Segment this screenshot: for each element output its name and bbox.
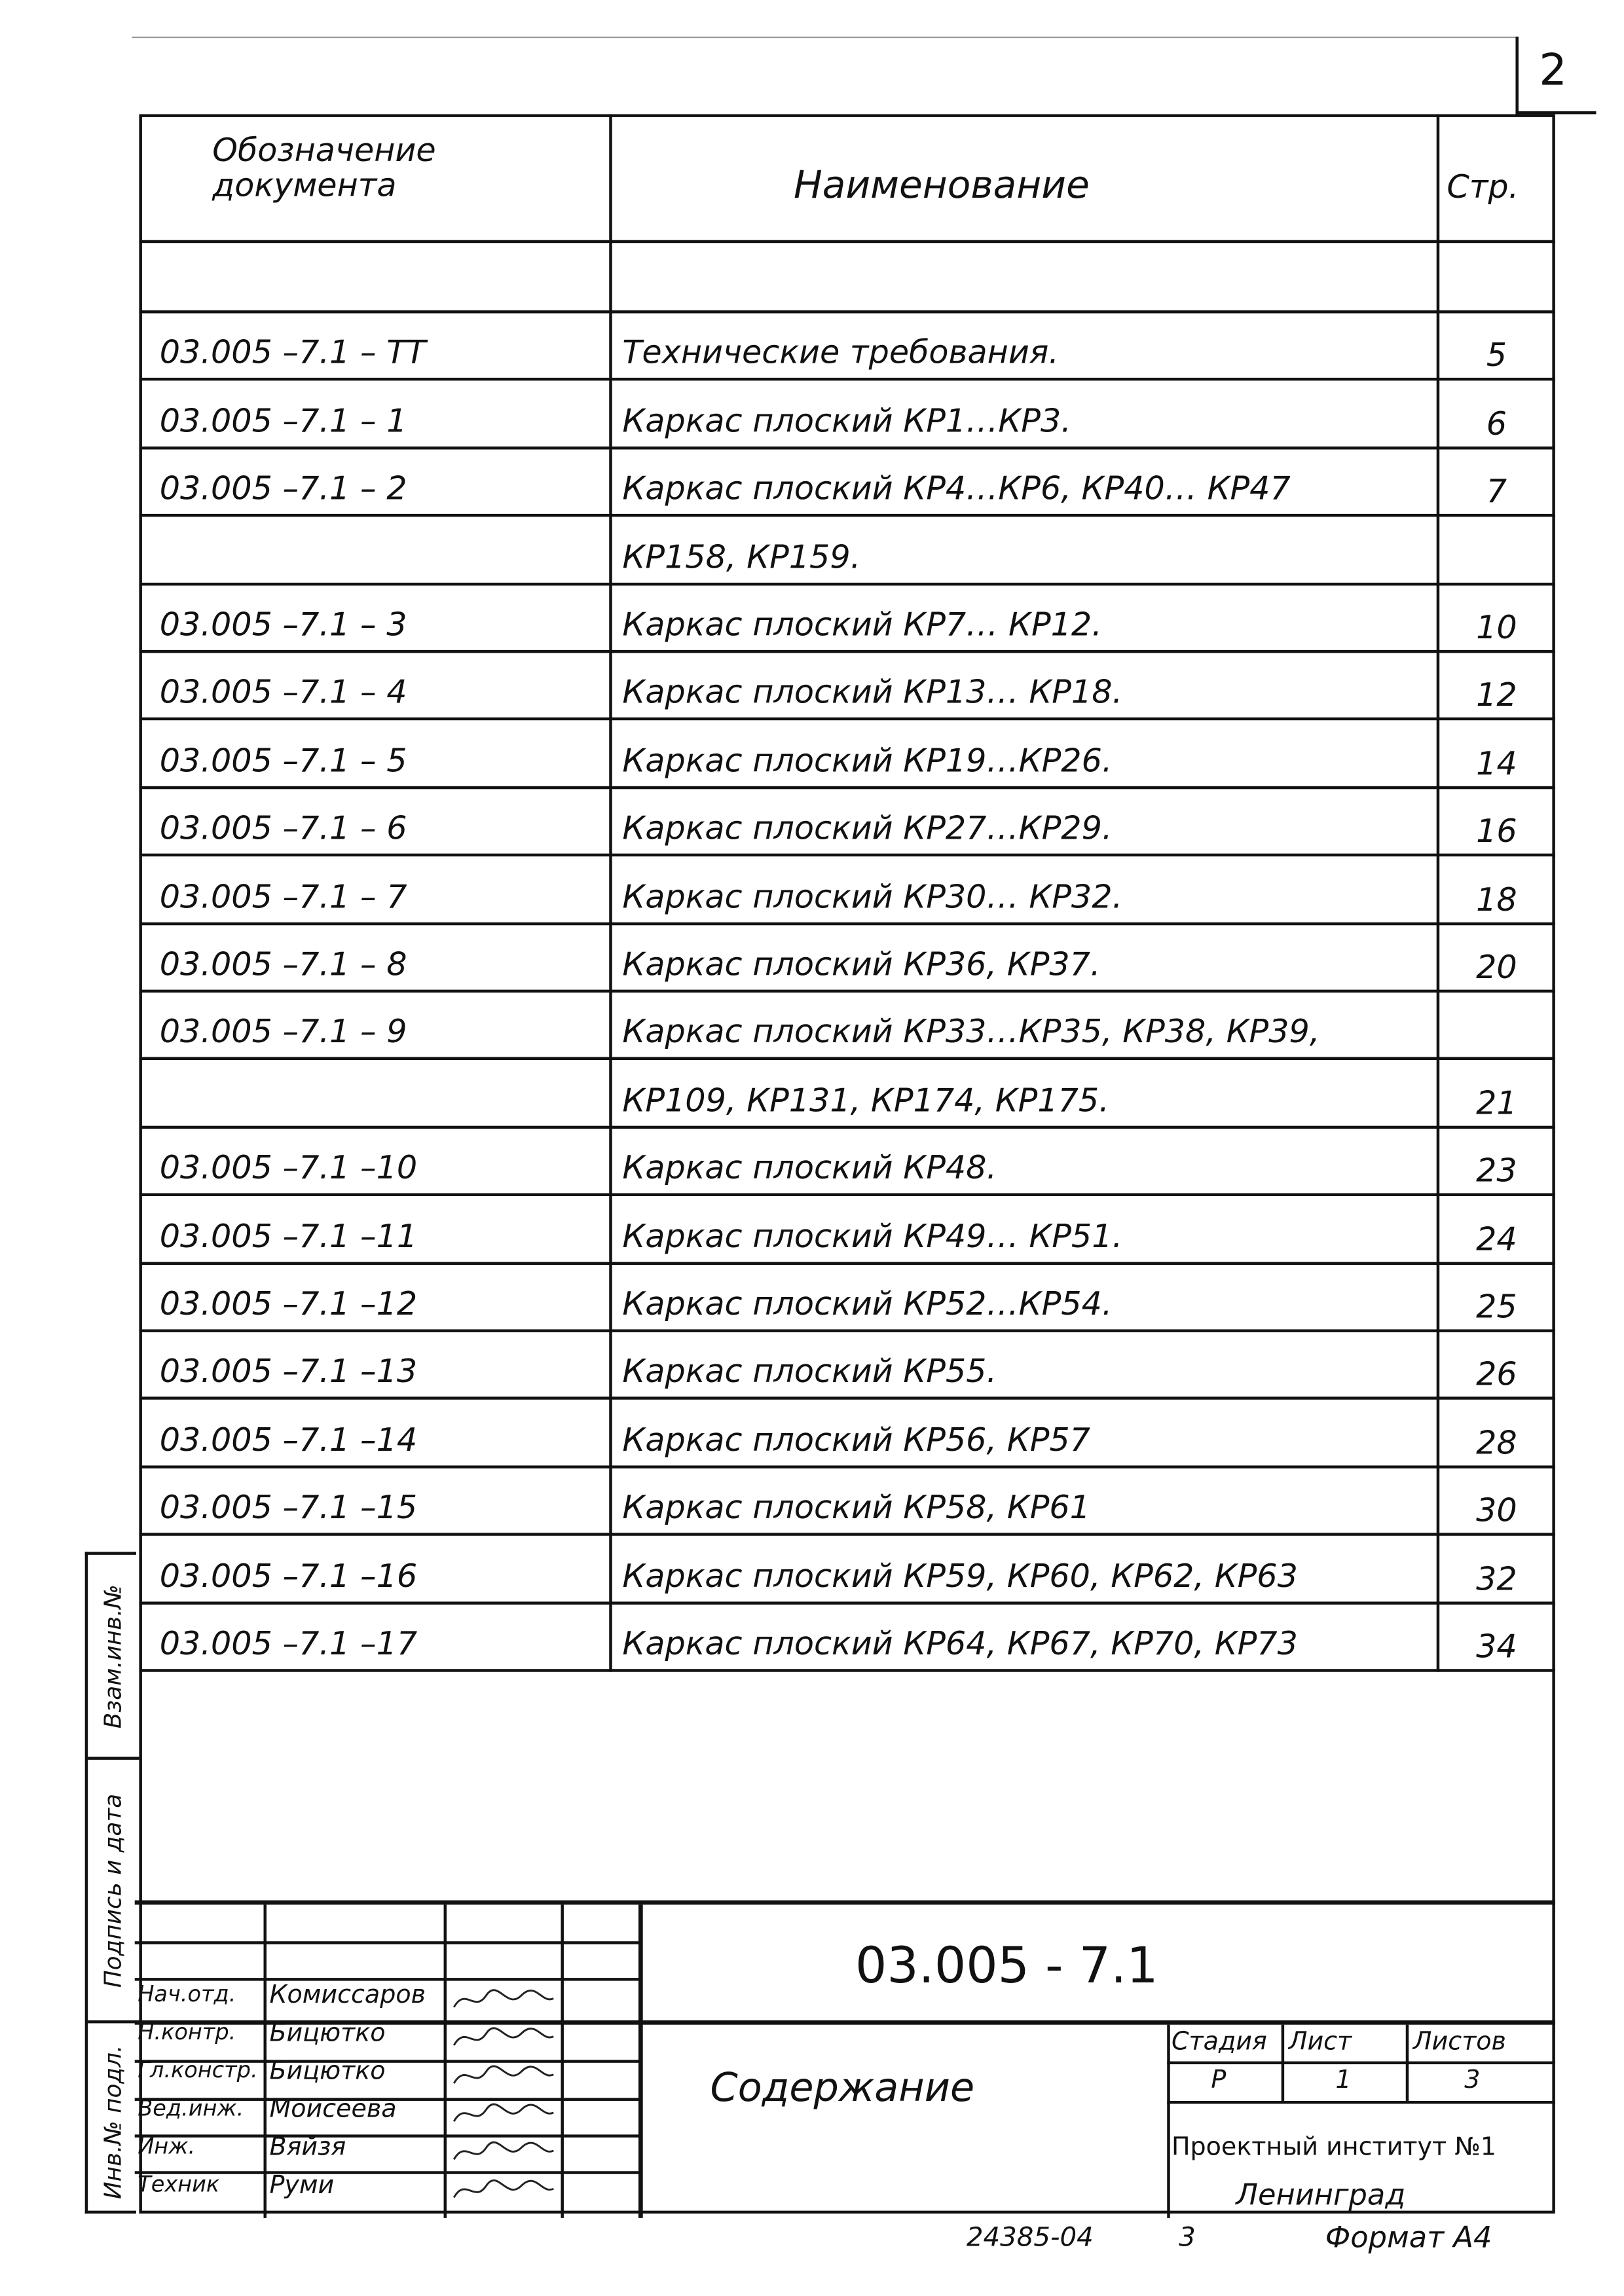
row-name: Каркас плоский КР27…КР29.: [622, 811, 1113, 848]
row-page: 26: [1476, 1357, 1517, 1394]
row-name: Каркас плоский КР56, КР57: [622, 1423, 1090, 1460]
sheet-number-box: [1515, 37, 1596, 115]
role-label: Нач.отд.: [138, 1980, 236, 2007]
row-name: Каркас плоский КР4…КР6, КР40… КР47: [622, 471, 1291, 509]
table-row: [139, 650, 1555, 721]
table-row: [139, 582, 1555, 653]
label-inv-orig: Инв.№ подл.: [98, 2045, 127, 2200]
role-label: Вед.инж.: [138, 2095, 244, 2122]
row-code: 03.005 –7.1 –12: [159, 1286, 418, 1324]
top-rule: [132, 37, 1515, 38]
blank-row: [139, 243, 1555, 314]
table-row: [139, 446, 1555, 517]
row-name: Каркас плоский КР58, КР61: [622, 1490, 1090, 1527]
table-row: [139, 854, 1555, 924]
role-person: Комиссаров: [269, 1980, 426, 2011]
row-name: Каркас плоский КР13… КР18.: [622, 675, 1123, 712]
sheet-label: Лист: [1288, 2028, 1352, 2057]
table-row: [139, 1601, 1555, 1671]
row-page: 12: [1476, 678, 1517, 716]
table-row: [139, 1194, 1555, 1264]
signature: [448, 1984, 558, 2016]
role-label: Н.контр.: [138, 2018, 236, 2045]
row-page: 23: [1476, 1154, 1517, 1191]
table-row: [139, 1533, 1555, 1604]
row-name: Технические требования.: [622, 335, 1060, 373]
row-name: Каркас плоский КР7… КР12.: [622, 607, 1102, 644]
table-row: [139, 310, 1555, 381]
row-page: 24: [1476, 1222, 1517, 1259]
row-name: Каркас плоский КР33…КР35, КР38, КР39,: [622, 1015, 1320, 1052]
row-code: 03.005 –7.1 – ТТ: [159, 335, 426, 373]
table-row: [139, 922, 1555, 993]
row-name: Каркас плоский КР64, КР67, КР70, КР73: [622, 1626, 1298, 1664]
row-name: Каркас плоский КР19…КР26.: [622, 743, 1113, 780]
header-designation: Обозначение документа: [212, 133, 436, 206]
row-name: Каркас плоский КР52…КР54.: [622, 1286, 1113, 1324]
col-divider: [609, 114, 612, 1671]
label-sign-date: Подпись и дата: [98, 1793, 127, 1988]
row-page: 16: [1476, 814, 1517, 851]
row-page: 32: [1476, 1561, 1517, 1598]
row-code: 03.005 –7.1 –14: [159, 1423, 418, 1460]
table-row: [139, 1262, 1555, 1332]
row-name: Каркас плоский КР48.: [622, 1151, 997, 1188]
row-page: 14: [1476, 746, 1517, 783]
role-person: Руми: [269, 2171, 335, 2201]
doc-code: 03.005 - 7.1: [855, 1937, 1158, 1995]
row-code: 03.005 –7.1 – 7: [159, 879, 407, 916]
archive-number: 24385-04: [966, 2222, 1094, 2253]
table-row: [139, 1057, 1555, 1128]
row-code: 03.005 –7.1 – 5: [159, 743, 407, 780]
row-page: 7: [1486, 474, 1507, 511]
row-name: Каркас плоский КР30… КР32.: [622, 879, 1123, 916]
signature: [448, 2136, 558, 2168]
table-row: [139, 1125, 1555, 1196]
row-code: 03.005 –7.1 –10: [159, 1151, 418, 1188]
table-row: [139, 990, 1555, 1061]
role-label: Техник: [138, 2171, 220, 2198]
row-page: 5: [1486, 338, 1507, 376]
city: Ленинград: [1236, 2177, 1406, 2212]
sheet-number: 2: [1539, 45, 1567, 97]
row-page: 30: [1476, 1493, 1517, 1531]
row-code: 03.005 –7.1 –13: [159, 1355, 418, 1392]
row-name: КР158, КР159.: [622, 539, 861, 577]
table-header: [139, 114, 1555, 243]
row-code: 03.005 –7.1 – 8: [159, 947, 407, 984]
row-code: 03.005 –7.1 –16: [159, 1558, 418, 1595]
row-page: 28: [1476, 1425, 1517, 1463]
organization: Проектный институт №1: [1171, 2133, 1497, 2162]
row-code: 03.005 –7.1 – 1: [159, 403, 407, 441]
header-name: Наименование: [794, 164, 1090, 208]
table-row: [139, 378, 1555, 449]
col-divider: [1437, 114, 1439, 1671]
row-code: 03.005 –7.1 – 4: [159, 675, 407, 712]
row-code: 03.005 –7.1 –15: [159, 1490, 418, 1527]
row-name: КР109, КР131, КР174, КР175.: [622, 1083, 1109, 1120]
row-page: 10: [1476, 610, 1517, 647]
label-replace-inv: Взам.инв.№: [98, 1584, 127, 1729]
sheet-value: 1: [1335, 2066, 1352, 2096]
header-page: Стр.: [1447, 170, 1519, 207]
signature: [448, 2022, 558, 2054]
row-page: 20: [1476, 950, 1517, 987]
table-row: [139, 1329, 1555, 1400]
table-row: [139, 718, 1555, 789]
row-name: Каркас плоский КР55.: [622, 1355, 997, 1392]
role-person: Бицютко: [269, 2056, 386, 2086]
row-name: Каркас плоский КР1…КР3.: [622, 403, 1071, 441]
row-code: 03.005 –7.1 –11: [159, 1218, 418, 1256]
row-page: 18: [1476, 882, 1517, 919]
role-person: Вяйзя: [269, 2133, 346, 2162]
row-name: Каркас плоский КР59, КР60, КР62, КР63: [622, 1558, 1298, 1595]
table-row: [139, 786, 1555, 856]
row-page: 21: [1476, 1085, 1517, 1123]
row-code: 03.005 –7.1 – 2: [159, 471, 407, 509]
signature: [448, 2060, 558, 2092]
stage-label: Стадия: [1171, 2028, 1267, 2057]
row-code: 03.005 –7.1 – 6: [159, 811, 407, 848]
footer-page: 3: [1179, 2222, 1196, 2253]
doc-title: Содержание: [710, 2066, 975, 2111]
row-code: 03.005 –7.1 – 3: [159, 607, 407, 644]
row-code: 03.005 –7.1 –17: [159, 1626, 418, 1664]
row-page: 25: [1476, 1290, 1517, 1326]
signature: [448, 2098, 558, 2130]
row-name: Каркас плоский КР49… КР51.: [622, 1218, 1123, 1256]
row-page: 34: [1476, 1629, 1517, 1666]
row-code: 03.005 –7.1 – 9: [159, 1015, 407, 1052]
table-row: [139, 514, 1555, 585]
sheets-label: Листов: [1412, 2028, 1506, 2057]
role-person: Бицютко: [269, 2018, 386, 2049]
format-label: Формат А4: [1325, 2219, 1492, 2255]
row-name: Каркас плоский КР36, КР37.: [622, 947, 1101, 984]
side-strip: [85, 1552, 136, 2214]
sheets-value: 3: [1464, 2066, 1481, 2096]
role-label: Гл.констр.: [138, 2056, 258, 2084]
table-row: [139, 1465, 1555, 1536]
table-row: [139, 1397, 1555, 1468]
title-block: [135, 1901, 1555, 2214]
stage-value: Р: [1211, 2066, 1227, 2096]
role-label: Инж.: [138, 2133, 196, 2160]
row-page: 6: [1486, 407, 1507, 444]
role-person: Моисеева: [269, 2095, 397, 2124]
signature: [448, 2174, 558, 2206]
